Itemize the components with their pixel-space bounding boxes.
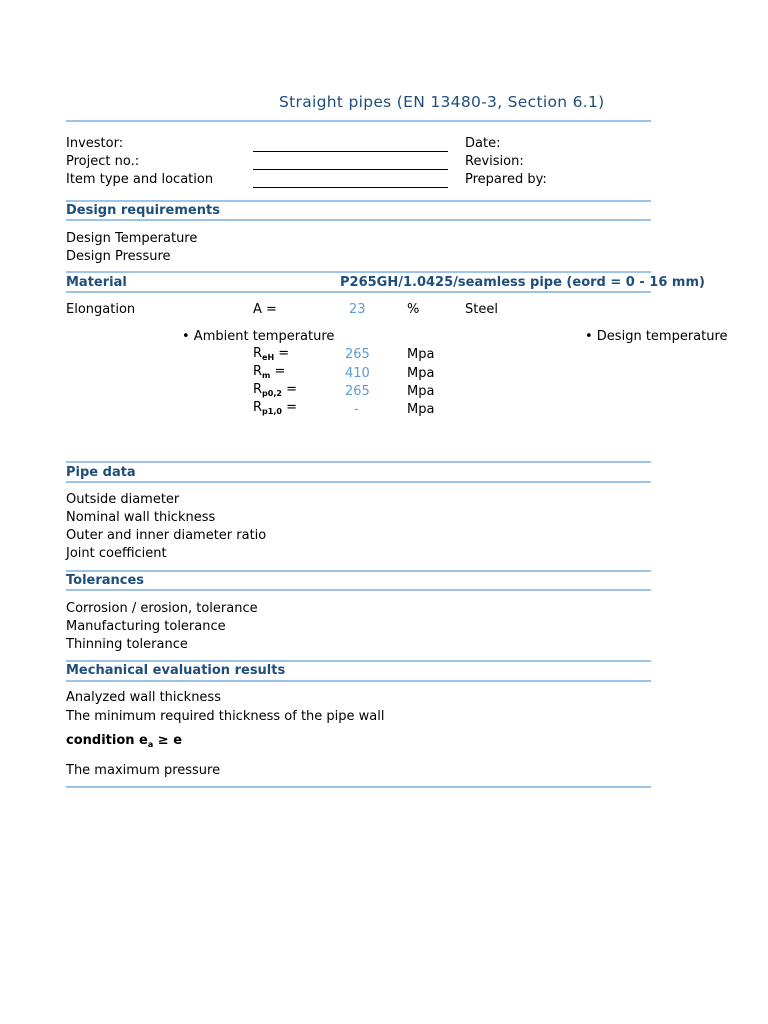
elongation-symbol: A = bbox=[253, 302, 277, 317]
condition-label: condition $e_a \ge e$ bbox=[66, 733, 183, 749]
page-title: Straight pipes (EN 13480-3, Section 6.1) bbox=[279, 93, 605, 111]
prop-unit: Mpa bbox=[407, 347, 435, 362]
material-spec: P265GH/1.0425/seamless pipe (eord = 0 - 16 mm) bbox=[340, 275, 705, 290]
divider bbox=[66, 481, 651, 483]
revision-label: Revision: bbox=[465, 154, 524, 169]
divider bbox=[66, 291, 651, 293]
ambient-temperature-label: • Ambient temperature bbox=[182, 329, 335, 344]
divider bbox=[66, 461, 651, 463]
item-label: Item type and location bbox=[66, 172, 214, 187]
investor-field[interactable] bbox=[253, 151, 448, 152]
prop-value-rp10: - bbox=[354, 402, 359, 417]
prop-symbol-rp02: $R_{p0,2}$ = bbox=[253, 382, 297, 398]
elongation-value: 23 bbox=[349, 302, 366, 317]
joint-coefficient-label: Joint coefficient bbox=[66, 546, 167, 561]
item-field[interactable] bbox=[253, 187, 448, 188]
prop-value-rm: 410 bbox=[345, 366, 370, 381]
design-heading: Design requirements bbox=[66, 203, 220, 218]
prop-symbol-rp10: $R_{p1,0}$ = bbox=[253, 400, 297, 416]
divider bbox=[66, 660, 651, 662]
prepared-label: Prepared by: bbox=[465, 172, 547, 187]
divider bbox=[66, 786, 651, 788]
diameter-ratio-label: Outer and inner diameter ratio bbox=[66, 528, 267, 543]
divider bbox=[66, 589, 651, 591]
pipe-data-heading: Pipe data bbox=[66, 465, 136, 480]
prop-symbol-reh: $R_{eH}$ = bbox=[253, 346, 290, 362]
design-temperature-label: Design Temperature bbox=[66, 231, 198, 246]
material-heading: Material bbox=[66, 275, 127, 290]
divider bbox=[66, 570, 651, 572]
material-type: Steel bbox=[465, 302, 498, 317]
corrosion-tolerance-label: Corrosion / erosion, tolerance bbox=[66, 601, 258, 616]
prop-unit: Mpa bbox=[407, 402, 435, 417]
wall-thickness-label: Nominal wall thickness bbox=[66, 510, 216, 525]
prop-value-reh: 265 bbox=[345, 347, 370, 362]
tolerances-heading: Tolerances bbox=[66, 573, 145, 588]
elongation-unit: % bbox=[407, 302, 420, 317]
prop-value-rp02: 265 bbox=[345, 384, 370, 399]
thinning-tolerance-label: Thinning tolerance bbox=[66, 637, 188, 652]
min-thickness-label: The minimum required thickness of the pipe wall bbox=[66, 709, 385, 724]
results-heading: Mechanical evaluation results bbox=[66, 663, 286, 678]
divider bbox=[66, 680, 651, 682]
outside-diameter-label: Outside diameter bbox=[66, 492, 180, 507]
prop-unit: Mpa bbox=[407, 384, 435, 399]
divider bbox=[66, 120, 651, 122]
project-field[interactable] bbox=[253, 169, 448, 170]
project-label: Project no.: bbox=[66, 154, 140, 169]
divider bbox=[66, 219, 651, 221]
prop-unit: Mpa bbox=[407, 366, 435, 381]
divider bbox=[66, 200, 651, 202]
date-label: Date: bbox=[465, 136, 501, 151]
design-temperature-col-label: • Design temperature bbox=[585, 329, 728, 344]
max-pressure-label: The maximum pressure bbox=[66, 763, 221, 778]
elongation-label: Elongation bbox=[66, 302, 136, 317]
manufacturing-tolerance-label: Manufacturing tolerance bbox=[66, 619, 226, 634]
analyzed-thickness-label: Analyzed wall thickness bbox=[66, 690, 221, 705]
prop-symbol-rm: $R_m$ = bbox=[253, 364, 286, 380]
divider bbox=[66, 271, 651, 273]
investor-label: Investor: bbox=[66, 136, 124, 151]
design-pressure-label: Design Pressure bbox=[66, 249, 171, 264]
